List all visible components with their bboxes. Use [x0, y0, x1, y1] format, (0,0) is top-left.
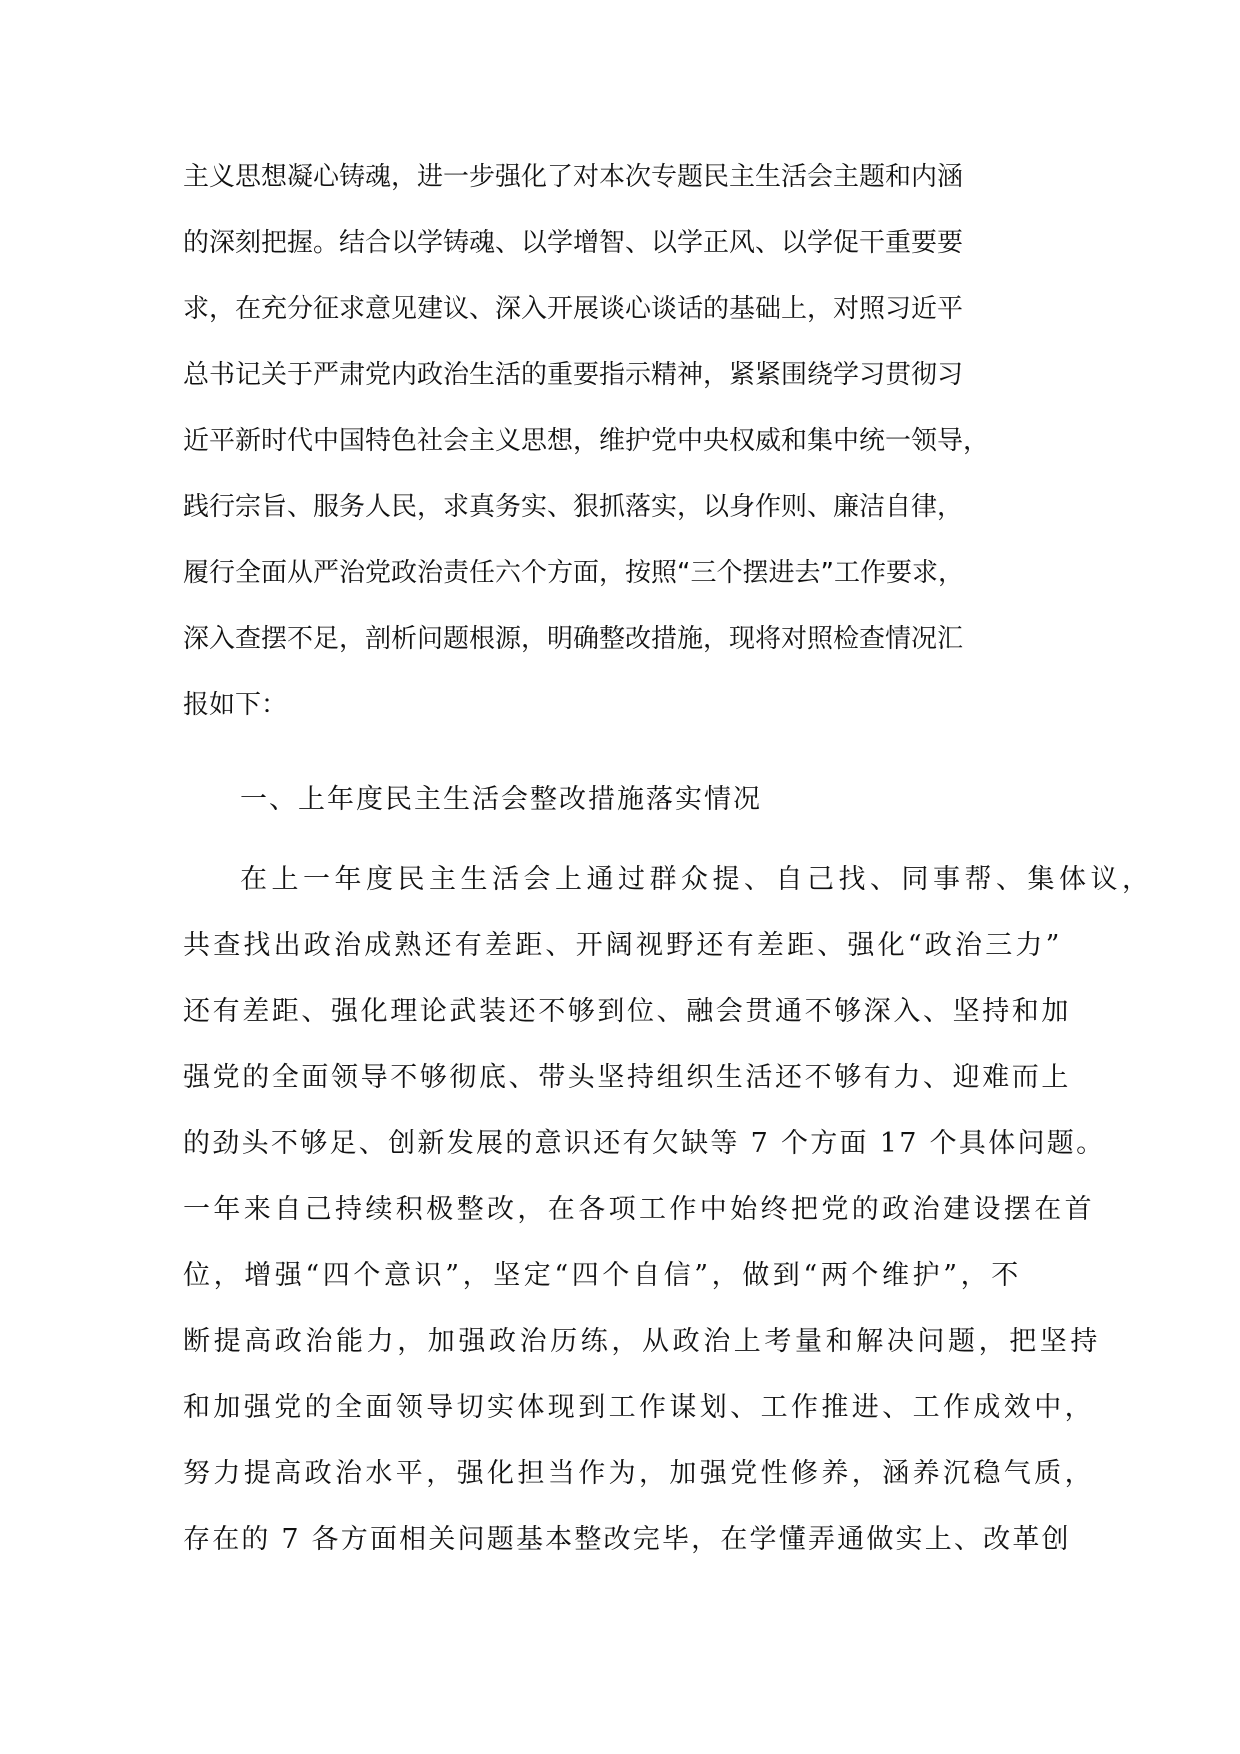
- section-line: 断提高政治能力，加强政治历练，从政治上考量和解决问题，把坚持: [183, 1326, 1101, 1357]
- section-line: 在上一年度民主生活会上通过群众提、自己找、同事帮、集体议，: [240, 864, 1154, 895]
- intro-line: 报如下：: [183, 690, 288, 720]
- section-line: 位，增强“四个意识”，坚定“四个自信”，做到“两个维护”，不: [183, 1260, 1022, 1291]
- intro-line: 履行全面从严治党政治责任六个方面，按照“三个摆进去”工作要求，: [183, 558, 964, 588]
- intro-line: 的深刻把握。结合以学铸魂、以学增智、以学正风、以学促干重要要: [183, 228, 964, 258]
- intro-line: 践行宗旨、服务人民，求真务实、狠抓落实，以身作则、廉洁自律，: [183, 492, 964, 522]
- intro-line: 深入查摆不足，剖析问题根源，明确整改措施，现将对照检查情况汇: [183, 624, 964, 654]
- section-heading: 一、上年度民主生活会整改措施落实情况: [240, 784, 762, 815]
- intro-line: 主义思想凝心铸魂，进一步强化了对本次专题民主生活会主题和内涵: [183, 162, 964, 192]
- section-line: 努力提高政治水平，强化担当作为，加强党性修养，涵养沉稳气质，: [183, 1458, 1095, 1489]
- section-line: 一年来自己持续积极整改，在各项工作中始终把党的政治建设摆在首: [183, 1194, 1095, 1225]
- section-line: 的劲头不够足、创新发展的意识还有欠缺等 7 个方面 17 个具体问题。: [183, 1128, 1106, 1159]
- section-line: 共查找出政治成熟还有差距、开阔视野还有差距、强化“政治三力”: [183, 930, 1063, 961]
- section-line: 强党的全面领导不够彻底、带头坚持组织生活还不够有力、迎难而上: [183, 1062, 1071, 1093]
- intro-line: 求，在充分征求意见建议、深入开展谈心谈话的基础上，对照习近平: [183, 294, 964, 324]
- section-line: 存在的 7 各方面相关问题基本整改完毕，在学懂弄通做实上、改革创: [183, 1524, 1071, 1555]
- intro-line: 近平新时代中国特色社会主义思想，维护党中央权威和集中统一领导，: [183, 426, 990, 456]
- section-line: 还有差距、强化理论武装还不够到位、融会贯通不够深入、坚持和加: [183, 996, 1071, 1027]
- section-line: 和加强党的全面领导切实体现到工作谋划、工作推进、工作成效中，: [183, 1392, 1095, 1423]
- intro-line: 总书记关于严肃党内政治生活的重要指示精神，紧紧围绕学习贯彻习: [183, 360, 964, 390]
